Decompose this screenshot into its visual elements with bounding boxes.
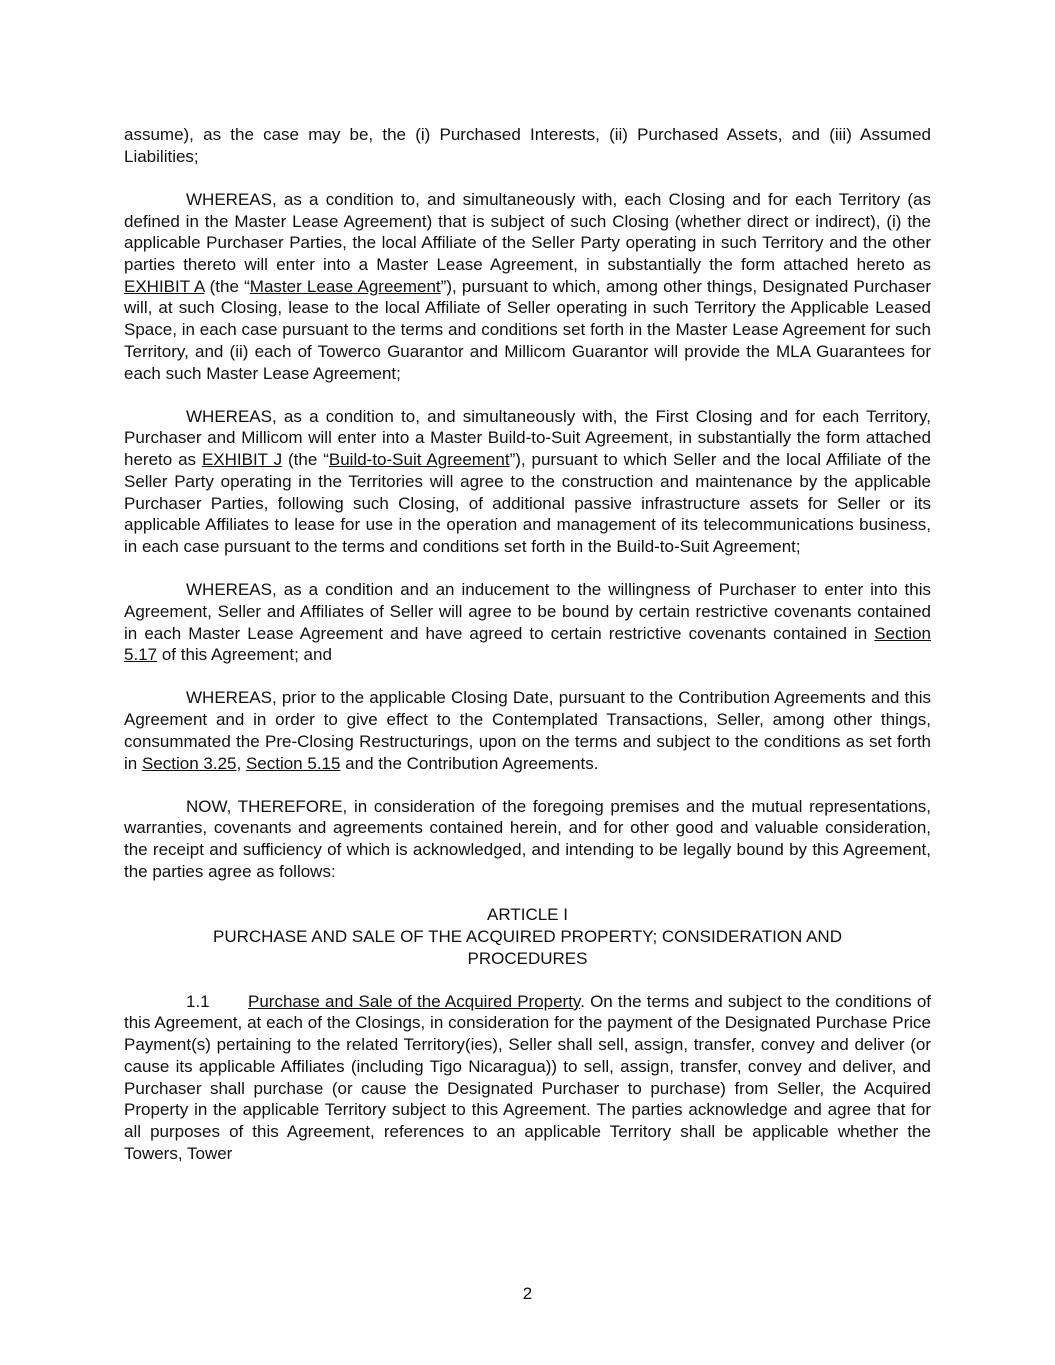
paragraph-whereas-master-lease xyxy=(124,189,931,384)
section-number: 1.1 xyxy=(186,991,210,1011)
section-3-25-link[interactable]: Section 3.25 xyxy=(141,753,237,773)
article-title-line1: PURCHASE AND SALE OF THE ACQUIRED PROPERTY; CONSIDERATION AND xyxy=(213,926,842,946)
article-title-line2: PROCEDURES xyxy=(467,948,588,968)
text-segment: WHEREAS, as a condition and an inducement to the willingness of Purchaser to enter into this Agreement, Seller and Affiliates of Seller will agree to be bound by certain restrictive covenants contained in each Master Lease Agreement and have agreed to certain restrictive covenants contained in xyxy=(124,580,931,643)
paragraph-now-therefore: NOW, THEREFORE, in consideration of the foregoing premises and the mutual representations, warranties, covenants and agreements contained herein, and for other good and valuable consideration, the receipt and sufficiency of which is acknowledged, and intending to be legally bound by this Agreement, the parties agree as follows: xyxy=(124,796,931,881)
section-heading: Purchase and Sale of the Acquired Property xyxy=(248,991,581,1011)
section-5-17-link[interactable]: Section 5.17 xyxy=(124,623,931,665)
text-segment: (the “ xyxy=(282,450,329,470)
section-body: . On the terms and subject to the conditions of this Agreement, at each of the Closings, in consideration for the payment of the Designated Purchase Price Payment(s) pertaining to the related Territory(ies), Seller shall sell, assign, transfer, convey and deliver (or cause its applicable Affiliates (including Tigo Nicaragua)) to sell, assign, transfer, convey and deliver, and Purchaser shall purchase (or cause the Designated Purchaser to purchase) from Seller, the Acquired Property in the applicable Territory subject to this Agreement. The parties acknowledge and agree that for all purposes of this Agreement, references to an applicable Territory shall be applicable whether the Towers, Tower xyxy=(124,991,932,1163)
article-number: ARTICLE I xyxy=(487,905,568,925)
article-heading xyxy=(124,904,931,969)
section-5-15-link[interactable]: Section 5.15 xyxy=(245,753,341,773)
build-to-suit-agreement-term: Build-to-Suit Agreement xyxy=(328,450,510,470)
paragraph-whereas-contribution xyxy=(124,687,931,774)
text-segment: of this Agreement; and xyxy=(157,645,332,665)
document-page xyxy=(124,124,931,1164)
page-number: 2 xyxy=(522,1284,533,1303)
exhibit-j-link[interactable]: EXHIBIT J xyxy=(201,450,283,470)
master-lease-agreement-term: Master Lease Agreement xyxy=(249,276,441,296)
text-segment: (the “ xyxy=(204,276,250,296)
text-segment: and the Contribution Agreements. xyxy=(340,753,599,773)
paragraph-whereas-build-to-suit xyxy=(124,406,931,558)
paragraph-whereas-restrictive-covenants xyxy=(124,579,931,666)
text-segment: ”), pursuant to which Seller and the local Affiliate of the Seller Party operating in the Territories will agree to the construction and maintenance by the applicable Purchaser Parties, following such Closing, of additional passive infrastructure assets for Seller or its applicable Affiliates to lease for use in the operation and management of its telecommunications business, in each case pursuant to the terms and conditions set forth in the Build-to-Suit Agreement; xyxy=(124,450,931,556)
text-segment: WHEREAS, as a condition to, and simultaneously with, the First Closing and for each Territory, Purchaser and Millicom will enter into a Master Build-to-Suit Agreement, in substantially the form attached hereto as xyxy=(124,406,931,470)
paragraph-assume: assume), as the case may be, the (i) Purchased Interests, (ii) Purchased Assets, and (iii) Assumed Liabilities; xyxy=(124,125,931,166)
text-segment: ”), pursuant to which, among other things, Designated Purchaser will, at such Closing, lease to the local Affiliate of Seller operating in such Territory the Applicable Leased Space, in each case pursuant to the terms and conditions set forth in the Master Lease Agreement for such Territory, and (ii) each of Towerco Guarantor and Millicom Guarantor will provide the MLA Guarantees for each such Master Lease Agreement; xyxy=(124,276,931,383)
section-1-1-paragraph xyxy=(124,991,931,1165)
text-segment: WHEREAS, as a condition to, and simultaneously with, each Closing and for each Territory (as defined in the Master Lease Agreement) that is subject of such Closing (whether direct or indirect), (i) the applicable Purchaser Parties, the local Affiliate of the Seller Party operating in such Territory and the other parties thereto will enter into a Master Lease Agreement, in substantially the form attached hereto as xyxy=(124,189,931,275)
text-segment: , xyxy=(236,753,246,773)
text-segment: WHEREAS, prior to the applicable Closing Date, pursuant to the Contribution Agreements and this Agreement and in order to give effect to the Contemplated Transactions, Seller, among other things, consummated the Pre-Closing Restructurings, upon on the terms and subject to the conditions as set forth in xyxy=(124,688,931,773)
exhibit-a-link[interactable]: EXHIBIT A xyxy=(124,276,205,296)
